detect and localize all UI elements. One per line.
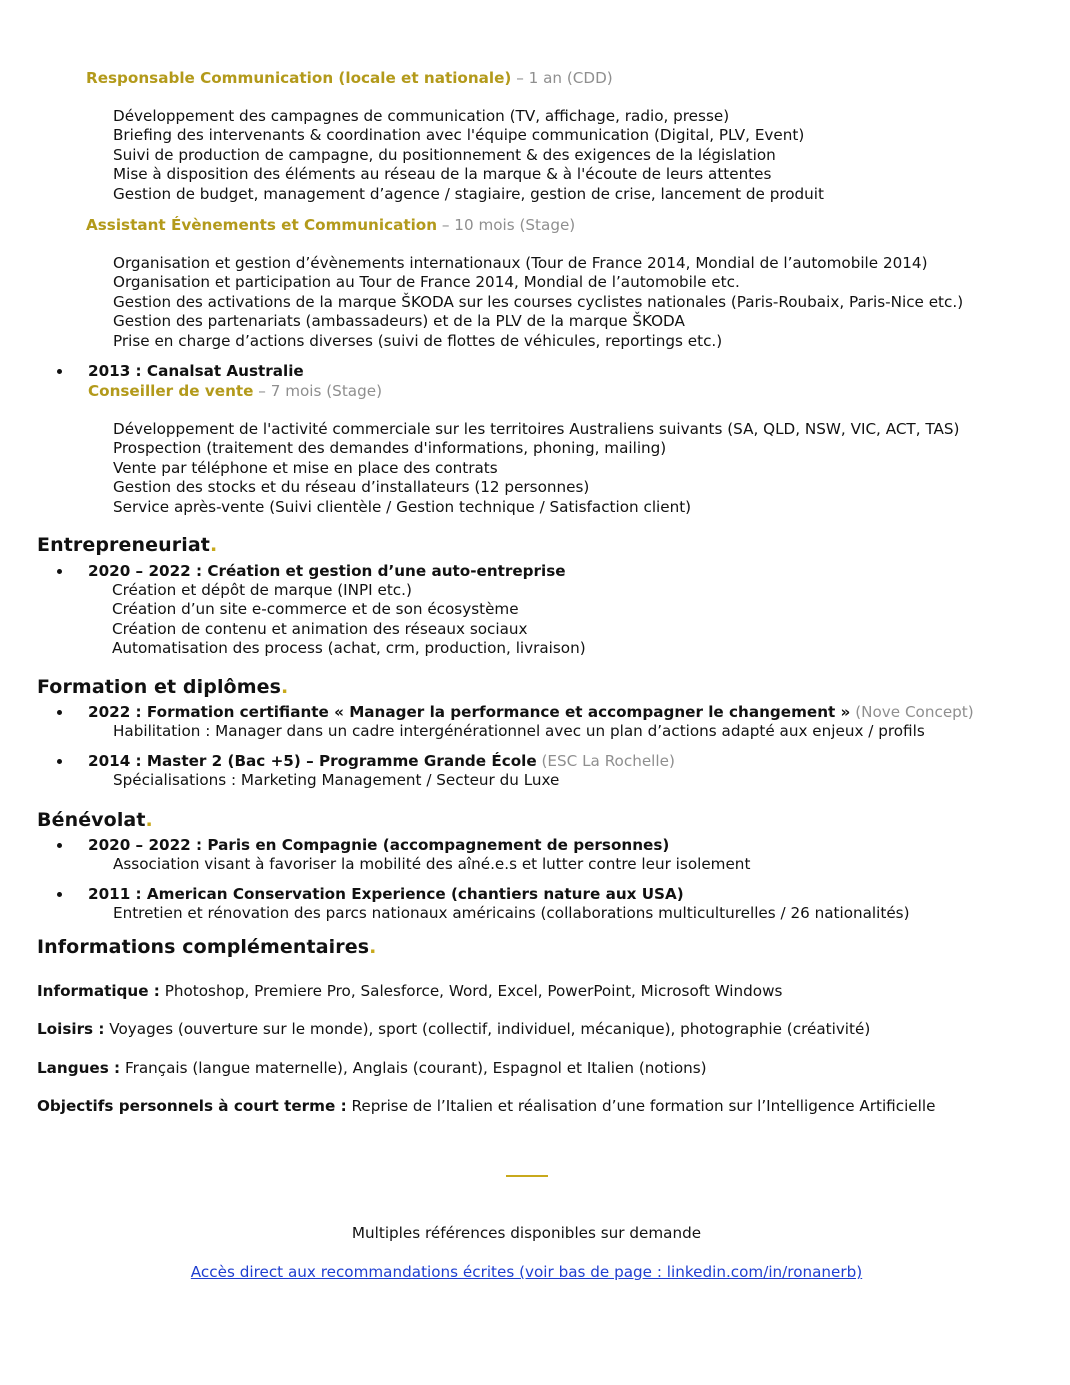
info-value: Photoshop, Premiere Pro, Salesforce, Word, Excel, PowerPoint, Microsoft Windows	[159, 982, 783, 1000]
section-title-dot: .	[145, 809, 153, 831]
info-value: Voyages (ouverture sur le monde), sport (collectif, individuel, mécanique), photographie (créativité)	[104, 1020, 871, 1038]
divider	[506, 1175, 548, 1177]
benevolat-heading: 2020 – 2022 : Paris en Compagnie (accompagnement de personnes)	[88, 836, 670, 854]
formation-entry-heading	[88, 752, 675, 771]
job-duration: – 1 an (CDD)	[511, 69, 613, 87]
benevolat-detail: Association visant à favoriser la mobilité des aîné.e.s et lutter contre leur isolement	[113, 855, 751, 873]
recommendations-link-wrap	[0, 1263, 1053, 1282]
task-line: Prospection (traitement des demandes d'informations, phoning, mailing)	[113, 439, 667, 458]
section-title-text: Bénévolat	[37, 809, 146, 831]
section-title-text: Entrepreneuriat	[37, 534, 210, 556]
formation-org: (Nove Concept)	[850, 703, 974, 721]
task-line: Création et dépôt de marque (INPI etc.)	[112, 581, 412, 599]
info-label: Informatique :	[37, 982, 160, 1000]
references-note: Multiples références disponibles sur demande	[351, 1224, 702, 1242]
task-line: Suivi de production de campagne, du positionnement & des exigences de la législation	[113, 145, 776, 164]
job-duration: – 10 mois (Stage)	[437, 216, 576, 234]
section-title-dot: .	[369, 936, 377, 958]
formation-title: 2022 : Formation certifiante « Manager la performance et accompagner le changement »	[88, 703, 851, 721]
section-title-infos	[37, 936, 376, 958]
benevolat-heading: 2011 : American Conservation Experience (chantiers nature aux USA)	[88, 885, 684, 903]
section-title-dot: .	[281, 676, 289, 698]
info-row-objectifs	[37, 1097, 935, 1116]
job-heading-assistant	[86, 216, 575, 235]
section-title-text: Formation et diplômes	[37, 676, 281, 698]
job-heading-responsable	[86, 69, 613, 88]
info-row-informatique	[37, 982, 782, 1001]
bullet-icon	[57, 369, 62, 374]
task-line: Création de contenu et animation des réseaux sociaux	[112, 619, 528, 638]
bullet-icon	[57, 843, 62, 848]
task-line: Gestion des activations de la marque ŠKODA sur les courses cyclistes nationales (Paris-Roubaix, Paris-Nice etc.)	[113, 292, 964, 311]
task-line: Automatisation des process (achat, crm, production, livraison)	[112, 639, 586, 658]
job-title: Conseiller de vente	[88, 382, 254, 400]
formation-detail: Habilitation : Manager dans un cadre intergénérationnel avec un plan d’actions adapté aux enjeux / profils	[113, 722, 925, 740]
formation-title: 2014 : Master 2 (Bac +5) – Programme Grande École	[88, 752, 537, 770]
job-assistant-tasks	[113, 254, 963, 351]
info-label: Langues :	[37, 1059, 121, 1077]
task-line: Création d’un site e-commerce et de son écosystème	[112, 600, 519, 619]
job-duration: – 7 mois (Stage)	[253, 382, 382, 400]
canalsat-heading: 2013 : Canalsat Australie	[88, 362, 304, 380]
job-responsable-tasks	[113, 107, 824, 204]
task-line: Développement des campagnes de communication (TV, affichage, radio, presse)	[113, 107, 730, 125]
section-title-benevolat	[37, 809, 153, 831]
entrepreneuriat-heading: 2020 – 2022 : Création et gestion d’une auto-entreprise	[88, 562, 566, 580]
entrepreneuriat-tasks	[112, 581, 586, 659]
section-title-entrepreneuriat	[37, 534, 217, 556]
info-value: Français (langue maternelle), Anglais (courant), Espagnol et Italien (notions)	[120, 1059, 707, 1077]
info-row-loisirs	[37, 1020, 870, 1039]
task-line: Gestion des stocks et du réseau d’installateurs (12 personnes)	[113, 478, 590, 497]
task-line: Gestion de budget, management d’agence / stagiaire, gestion de crise, lancement de produit	[113, 184, 824, 203]
job-heading-canalsat	[88, 382, 382, 401]
info-label: Loisirs :	[37, 1020, 105, 1038]
formation-org: (ESC La Rochelle)	[536, 752, 675, 770]
task-line: Service après-vente (Suivi clientèle / Gestion technique / Satisfaction client)	[113, 497, 692, 516]
bullet-icon	[57, 569, 62, 574]
section-title-dot: .	[209, 534, 218, 556]
job-title: Responsable Communication (locale et nationale)	[86, 69, 512, 87]
bullet-icon	[57, 892, 62, 897]
section-title-text: Informations complémentaires	[37, 936, 370, 958]
info-label: Objectifs personnels à court terme :	[37, 1097, 347, 1115]
task-line: Vente par téléphone et mise en place des contrats	[113, 458, 498, 477]
task-line: Gestion des partenariats (ambassadeurs) et de la PLV de la marque ŠKODA	[113, 312, 685, 331]
task-line: Mise à disposition des éléments au réseau de la marque & à l'écoute de leurs attentes	[113, 165, 772, 184]
job-canalsat-tasks	[113, 420, 959, 517]
formation-detail: Spécialisations : Marketing Management / Secteur du Luxe	[113, 771, 560, 789]
task-line: Organisation et participation au Tour de France 2014, Mondial de l’automobile etc.	[113, 273, 740, 292]
task-line: Organisation et gestion d’évènements internationaux (Tour de France 2014, Mondial de l’automobile 2014)	[113, 254, 928, 272]
bullet-icon	[57, 759, 62, 764]
task-line: Briefing des intervenants & coordination avec l'équipe communication (Digital, PLV, Event)	[113, 126, 805, 145]
job-title: Assistant Évènements et Communication	[86, 216, 438, 234]
recommendations-link[interactable]: Accès direct aux recommandations écrites (voir bas de page : linkedin.com/in/ronanerb)	[190, 1263, 863, 1281]
benevolat-detail: Entretien et rénovation des parcs nationaux américains (collaborations multiculturelles / 26 nationalités)	[113, 904, 910, 922]
bullet-icon	[57, 710, 62, 715]
info-value: Reprise de l’Italien et réalisation d’une formation sur l’Intelligence Artificielle	[346, 1097, 936, 1115]
section-title-formation	[37, 676, 288, 698]
info-row-langues	[37, 1059, 707, 1078]
task-line: Développement de l'activité commerciale sur les territoires Australiens suivants (SA, QLD, NSW, VIC, ACT, TAS)	[113, 420, 960, 438]
formation-entry-heading	[88, 703, 974, 722]
task-line: Prise en charge d’actions diverses (suivi de flottes de véhicules, reportings etc.)	[113, 331, 723, 350]
